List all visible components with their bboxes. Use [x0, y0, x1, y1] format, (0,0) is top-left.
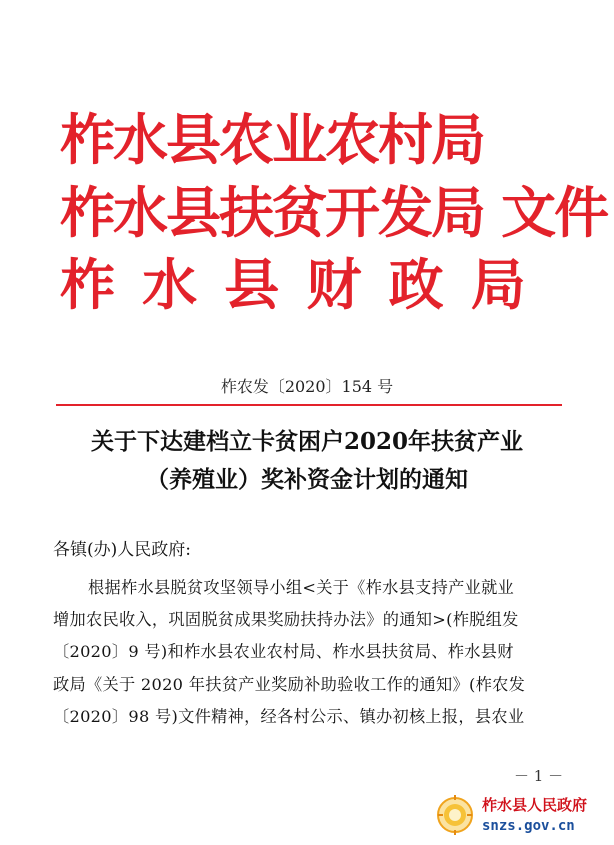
watermark-url: snzs.gov.cn	[482, 818, 575, 834]
document-title-line-2: （养殖业）奖补资金计划的通知	[146, 466, 468, 493]
salutation: 各镇(办)人民政府:	[53, 540, 191, 560]
issuer-line-agriculture-bureau: 柞水县农业农村局	[60, 108, 485, 172]
government-emblem-icon	[436, 793, 474, 837]
issuer-line-finance-bureau: 柞 水 县 财 政 局	[60, 253, 530, 317]
page-number: － 1 －	[514, 767, 564, 785]
body-paragraph-line: 根据柞水县脱贫攻坚领导小组<关于《柞水县支持产业就业	[88, 578, 515, 597]
body-paragraph-line: 政局《关于 2020 年扶贫产业奖励补助验收工作的通知》(柞农发	[53, 675, 526, 694]
watermark-site-name: 柞水县人民政府	[482, 796, 588, 814]
document-number: 柞农发〔2020〕154 号	[220, 377, 394, 396]
red-header-rule	[56, 404, 562, 406]
body-paragraph-line: 增加农民收入，巩固脱贫成果奖励扶持办法》的通知>(柞脱组发	[53, 610, 519, 629]
body-paragraph-line: 〔2020〕98 号)文件精神，经各村公示、镇办初核上报，县农业	[53, 707, 525, 726]
issuer-line-poverty-office: 柞水县扶贫开发局 文件	[60, 181, 608, 245]
body-paragraph-line: 〔2020〕9 号)和柞水县农业农村局、柞水县扶贫局、柞水县财	[53, 642, 514, 661]
site-watermark	[436, 793, 614, 841]
document-title-line-1: 关于下达建档立卡贫困户2020年扶贫产业	[90, 428, 523, 455]
